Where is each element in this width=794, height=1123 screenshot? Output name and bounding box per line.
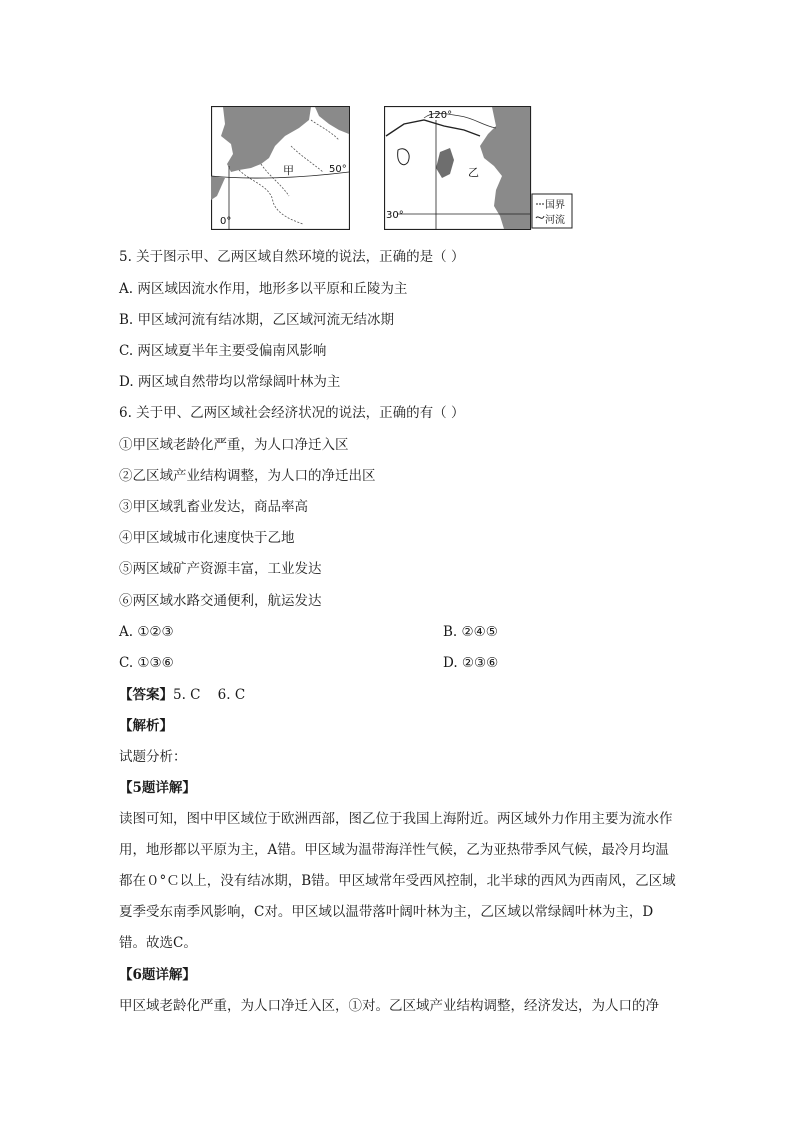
q5-option-d: D. 两区域自然带均以常绿阔叶林为主: [119, 374, 341, 390]
detail5-label: 【5题详解】: [119, 780, 196, 796]
q6-item-4: ④甲区域城市化速度快于乙地: [119, 530, 295, 546]
map-shanghai: [384, 106, 574, 230]
q6-item-5: ⑤两区域矿产资源丰富，工业发达: [119, 561, 322, 577]
detail6-label: 【6题详解】: [119, 967, 196, 983]
q6-option-d: D. ②③⑥: [443, 655, 499, 671]
q6-option-b: B. ②④⑤: [443, 624, 498, 640]
q6-option-c: C. ①③⑥: [119, 655, 174, 671]
q5-option-c: C. 两区域夏半年主要受偏南风影响: [119, 343, 327, 359]
lat-label-50: 50°: [329, 164, 347, 175]
q6-stem: 6. 关于甲、乙两区域社会经济状况的说法，正确的有（ ）: [119, 405, 465, 421]
map-europe-west: [211, 106, 350, 230]
detail6-text: 甲区域老龄化严重，为人口净迁入区，①对。乙区域产业结构调整，经济发达，为人口的净: [119, 998, 659, 1014]
lon-label-0: 0°: [220, 216, 232, 227]
q5-stem: 5. 关于图示甲、乙两区域自然环境的说法，正确的是（ ）: [119, 249, 465, 265]
detail5-text: 读图可知，图中甲区域位于欧洲西部，图乙位于我国上海附近。两区域外力作用主要为流水作用，地形都以平原为主，A错。甲区域为温带海洋性气候，乙为亚热带季风气候，最冷月均温都在０°Ｃ以上，没有结冰期，B错。甲区域常年受西风控制，北半球的西风为西南风，乙区域夏季受东南季风影响，C对。甲区域以温带落叶阔叶林为主，乙区域以常绿阔叶林为主，D错。故选C。: [119, 811, 676, 951]
q6-item-6: ⑥两区域水路交通便利，航运发达: [119, 593, 322, 609]
q5-option-b: B. 甲区域河流有结冰期，乙区域河流无结冰期: [119, 312, 395, 328]
legend-border: 国界: [545, 200, 565, 211]
q6-item-2: ②乙区域产业结构调整，为人口的净迁出区: [119, 468, 376, 484]
lon-label-120: 120°: [428, 110, 453, 121]
q6-option-a: A. ①②③: [119, 624, 174, 640]
legend-river: 河流: [545, 215, 565, 226]
lat-label-30: 30°: [386, 210, 404, 221]
answer-line: [119, 686, 245, 704]
q6-item-3: ③甲区域乳畜业发达，商品率高: [119, 499, 308, 515]
analysis-label: 【解析】: [119, 718, 173, 734]
answer-text: 5. C 6. C: [173, 687, 246, 703]
q5-option-a: A. 两区域因流水作用，地形多以平原和丘陵为主: [119, 281, 408, 297]
analysis-intro: 试题分析：: [119, 749, 187, 765]
region-label-jia: 甲: [283, 164, 294, 177]
q6-item-1: ①甲区域老龄化严重，为人口净迁入区: [119, 437, 349, 453]
region-label-yi: 乙: [468, 166, 479, 179]
answer-label: 【答案】: [119, 687, 173, 703]
